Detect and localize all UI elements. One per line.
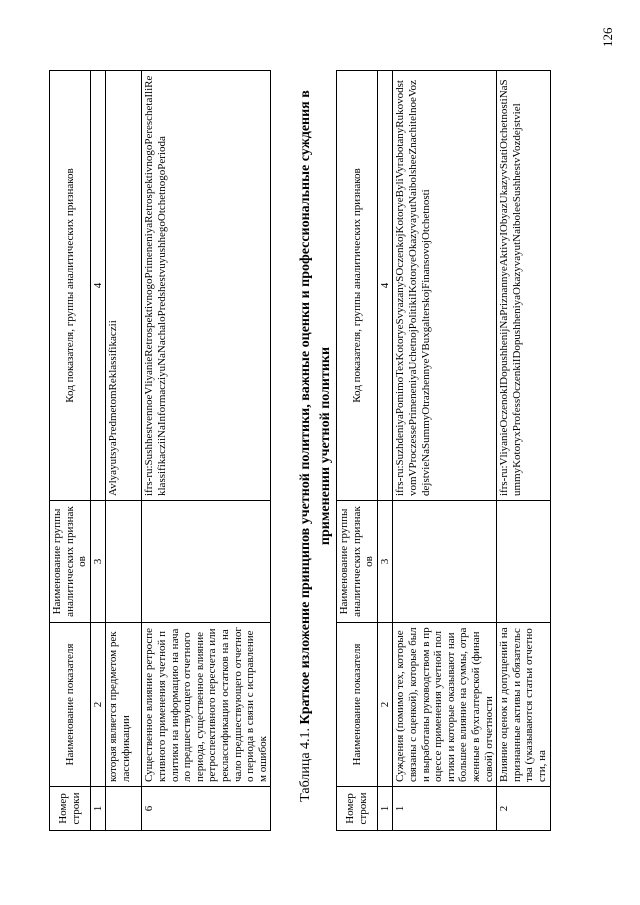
column-number: 1: [377, 787, 393, 831]
header-indicator-name: Наименование показателя: [50, 623, 91, 787]
column-numbers-row: [90, 71, 106, 831]
indicator-code: ifrs-ru:SuzhdeniyaPomimoTexKotoryeSvyazanySOczenkojKotoryeByliVyrabotanyRukovodstvomVProczessePrimeneniyaUchetnojPolitikiIKotoryeOkazyvayutNaibolsheeZnachitelnoeVozdejstvieNaSummyOtrazhennyeVBuxgalterskojFinansovojOtchetnosti: [393, 71, 497, 501]
table-header-row: [337, 71, 378, 831]
column-number: 4: [377, 71, 393, 501]
column-number: 2: [90, 623, 106, 787]
row-number: 6: [142, 787, 271, 831]
row-number: [106, 787, 142, 831]
header-group-name: Наименование группы аналитических признаков: [337, 501, 378, 623]
header-group-name: Наименование группы аналитических признаков: [50, 501, 91, 623]
column-number: 1: [90, 787, 106, 831]
column-number: 3: [377, 501, 393, 623]
header-code: Код показателя, группы аналитических признаков: [50, 71, 91, 501]
row-number: 2: [497, 787, 550, 831]
column-number: 4: [90, 71, 106, 501]
page-number: 126: [600, 27, 615, 47]
group-name: [106, 501, 142, 623]
column-number: 3: [90, 501, 106, 623]
indicator-code: ifrs-ru:SushhestvennoeVliyanieRetrospektivnogoPrimeneniyaRetrospektivnogoPereschetaIliReklassifikacziiNaInformacziyuNaNachaloPredshestvuyushhegoOtchetnogoPerioda: [142, 71, 271, 501]
column-numbers-row: [377, 71, 393, 831]
table-bottom: [336, 70, 551, 831]
table-row: [106, 71, 142, 831]
header-row-number: Номер строки: [337, 787, 378, 831]
table-row: [497, 71, 550, 831]
table-row: [393, 71, 497, 831]
group-name: [142, 501, 271, 623]
table-caption: [296, 61, 336, 831]
indicator-name: Суждения (помимо тех, которые связаны с оценкой), которые были выработаны руководством в процессе применения учетной политики и которые оказывают наибольшее влияние на суммы, отраженные в бухгалтерской (финансовой) отчетности: [393, 623, 497, 787]
indicator-name: Существенное влияние ретроспективного применения учетной политики на информацию на начало предшествующего отчетного периода, существенное влияние ретроспективного пересчета или реклассификации остатков на начало предшествующего отчетного периода в связи с исправлением ошибок: [142, 623, 271, 787]
caption-title: Краткое изложение принципов учетной политики, важные оценки и профессиональные суждения в применении учетной политики: [298, 90, 333, 725]
indicator-name: которая является предметом реклассификации: [106, 623, 142, 787]
column-number: 2: [377, 623, 393, 787]
indicator-code: ifrs-ru:VliyanieOczenokIDopushhenijNaPriznannyeAktivyIObyazUkazyvStatiOtchetnostiNaSummyKotoryxProfessOczenkiIDopushheniyaOkazyvayutNaiboleeSushhestvVozdejstviel: [497, 71, 550, 501]
indicator-name: Влияние оценок и допущений на признанные активы и обязательства (указываются статьи отчетности, на: [497, 623, 550, 787]
header-row-number: Номер строки: [50, 787, 91, 831]
row-number: 1: [393, 787, 497, 831]
table-header-row: [50, 71, 91, 831]
group-name: [497, 501, 550, 623]
indicator-code: AvlyayutsyaPredmetomReklassifikaczii: [106, 71, 142, 501]
table-row: [142, 71, 271, 831]
header-code: Код показателя, группы аналитических признаков: [337, 71, 378, 501]
table-top: [49, 70, 271, 831]
header-indicator-name: Наименование показателя: [337, 623, 378, 787]
caption-label: Таблица 4.1.: [298, 727, 313, 802]
group-name: [393, 501, 497, 623]
